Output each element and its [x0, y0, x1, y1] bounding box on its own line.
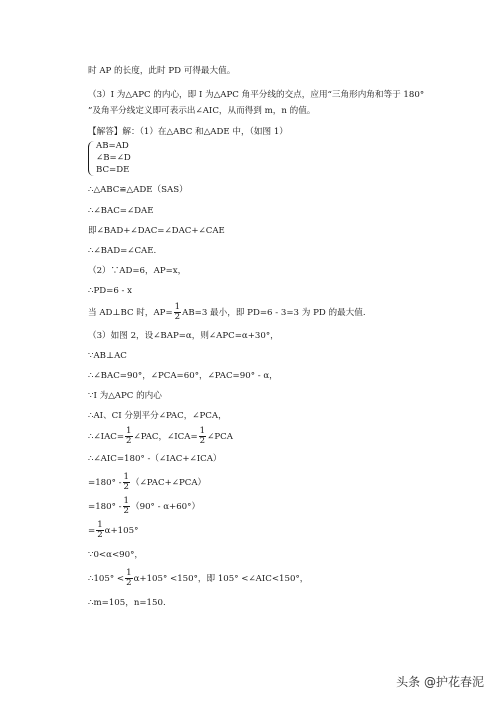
fraction: [123, 497, 130, 516]
analysis-line-2: （3）I 为△APC 的内心，即 I 为△APC 角平分线的交点，应用“三角形内角和等于 180°: [88, 90, 425, 100]
expr-line-2: [88, 497, 200, 516]
system-eq-1: AB=AD: [96, 141, 129, 151]
fraction-numerator: 1: [97, 520, 103, 530]
ad-perp-line: [88, 303, 366, 322]
part2-line: （2）∵AD=6，AP=x，: [88, 266, 187, 276]
angles-line: ∴∠BAC=90°，∠PCA=60°，∠PAC=90° - α，: [88, 371, 278, 381]
angle-result-line: ∴∠BAD=∠CAE.: [88, 246, 157, 256]
perp-line: ∵AB⊥AC: [88, 351, 127, 361]
expr-2-text-b: （90° - α+60°）: [131, 502, 201, 512]
iac-text-b: ∠PAC，∠ICA=: [133, 432, 198, 442]
fraction-denominator: 2: [199, 436, 206, 446]
iac-line: [88, 427, 233, 446]
fraction-numerator: 1: [174, 302, 181, 312]
pd-line: ∴PD=6 - x: [88, 286, 133, 296]
ineq-text-a: ∴105° <: [88, 574, 125, 584]
fraction: [125, 427, 132, 446]
system-eq-3: BC=DE: [96, 165, 130, 175]
fraction-numerator: 1: [126, 568, 132, 578]
analysis-line-1: 时 AP 的长度，此时 PD 可得最大值。: [88, 66, 236, 76]
part3-line: （3）如图 2，设∠BAP=α，则∠APC=α+30°，: [88, 331, 279, 341]
fraction: [96, 521, 103, 540]
aic-line: ∴∠AIC=180° -（∠IAC+∠ICA）: [88, 454, 222, 464]
expr-3-text-a: =: [88, 526, 96, 536]
final-answer-line: ∴m=105，n=150.: [88, 598, 166, 608]
system-eq-2: ∠B=∠D: [96, 153, 131, 163]
range-line: ∵0<α<90°，: [88, 550, 143, 560]
fraction-denominator: 2: [97, 530, 103, 540]
fraction-denominator: 2: [123, 506, 130, 516]
bisect-line: ∴AI、CI 分别平分∠PAC，∠PCA，: [88, 411, 227, 421]
fraction-numerator: 1: [199, 426, 206, 436]
fraction: [199, 427, 206, 446]
incenter-line: ∵I 为△APC 的内心: [88, 391, 162, 401]
analysis-line-3: ”及角平分线定义即可表示出∠AIC，从而得到 m，n 的值。: [88, 106, 316, 116]
system-brace: [88, 141, 95, 176]
fraction-denominator: 2: [126, 578, 132, 588]
watermark: 头条 @护花春泥: [396, 675, 484, 689]
congruence-line: ∴△ABC≌△ADE（SAS）: [88, 185, 188, 195]
fraction-numerator: 1: [123, 496, 130, 506]
fraction: [174, 303, 181, 322]
expr-3-text-b: α+105°: [104, 526, 139, 536]
ad-perp-text-b: AB=3 最小，即 PD=6 - 3=3 为 PD 的最大值.: [182, 308, 366, 318]
iac-text-a: ∴∠IAC=: [88, 432, 125, 442]
angle-sum-line: 即∠BAD+∠DAC=∠DAC+∠CAE: [88, 226, 225, 236]
expr-2-text-a: =180° -: [88, 502, 122, 512]
fraction-denominator: 2: [174, 312, 181, 322]
expr-line-3: [88, 521, 138, 540]
inequality-line: [88, 569, 308, 588]
fraction: [123, 473, 130, 492]
fraction-numerator: 1: [126, 426, 132, 436]
expr-1-text-a: =180° -: [88, 478, 122, 488]
angle-eq-line: ∴∠BAC=∠DAE: [88, 206, 154, 216]
ineq-text-b: α+105° <150°，即 105° <∠AIC<150°，: [133, 574, 309, 584]
solution-heading: 【解答】解：（1）在△ABC 和△ADE 中，（如图 1）: [88, 127, 288, 137]
expr-1-text-b: （∠PAC+∠PCA）: [131, 478, 207, 488]
fraction-numerator: 1: [123, 472, 130, 482]
fraction: [125, 569, 132, 588]
ad-perp-text-a: 当 AD⊥BC 时，AP=: [88, 308, 173, 318]
fraction-denominator: 2: [123, 482, 130, 492]
fraction-denominator: 2: [126, 436, 132, 446]
iac-text-c: ∠PCA: [207, 432, 233, 442]
expr-line-1: [88, 473, 206, 492]
